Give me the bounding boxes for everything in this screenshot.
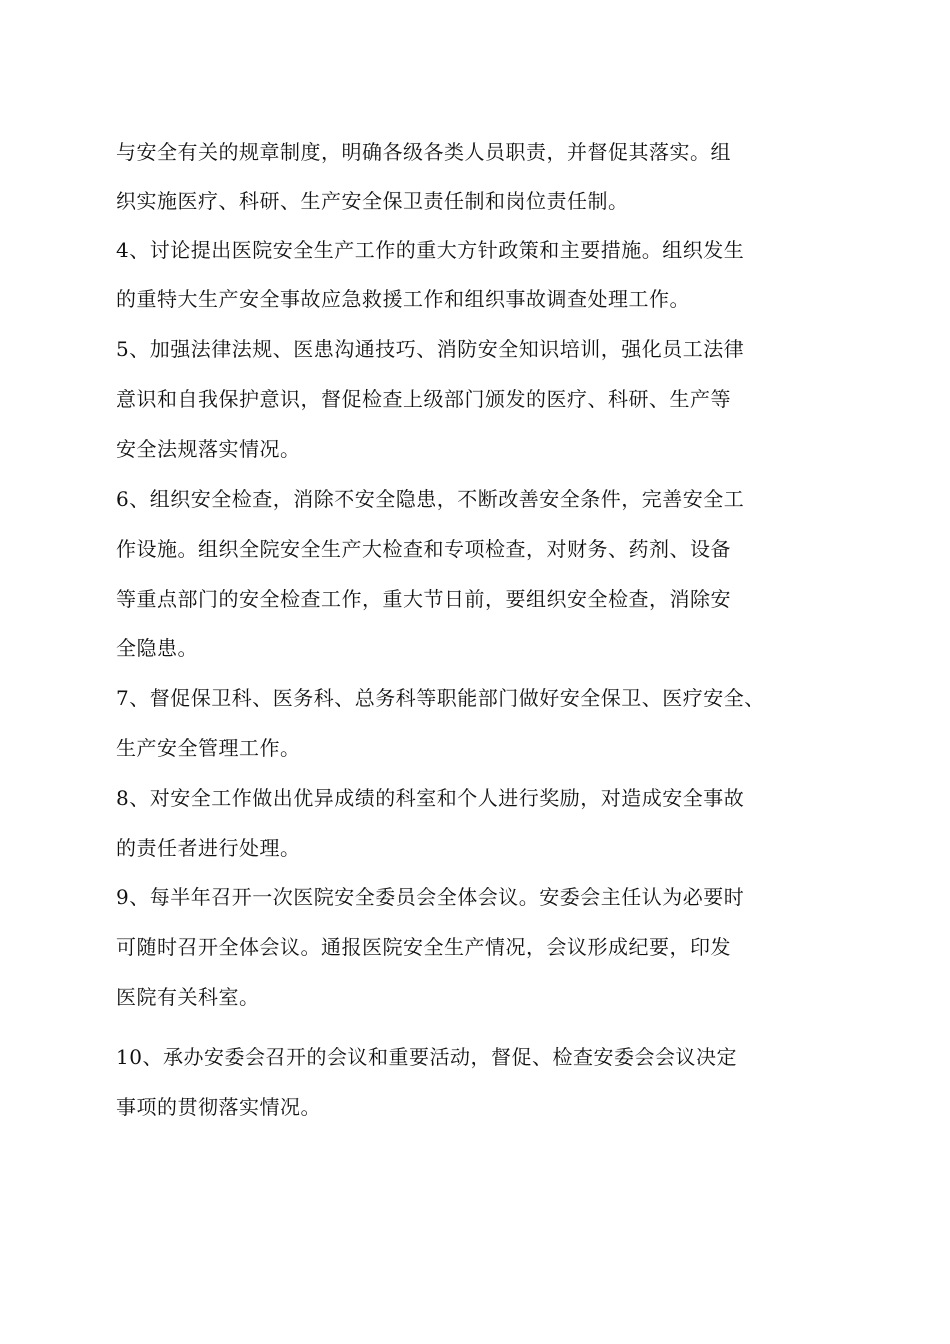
paragraph-line: 生产安全管理工作。	[116, 736, 301, 760]
paragraph-line: 作设施。组织全院安全生产大检查和专项检查，对财务、药剂、设备	[116, 537, 731, 561]
paragraph-line: 6、组织安全检查，消除不安全隐患，不断改善安全条件，完善安全工	[116, 487, 745, 511]
paragraph-line: 7、督促保卫科、医务科、总务科等职能部门做好安全保卫、医疗安全、	[116, 686, 765, 710]
paragraph-line: 医院有关科室。	[116, 985, 260, 1009]
paragraph-line: 织实施医疗、科研、生产安全保卫责任制和岗位责任制。	[116, 189, 629, 213]
paragraph-line: 等重点部门的安全检查工作，重大节日前，要组织安全检查，消除安	[116, 587, 731, 611]
paragraph-line: 4、讨论提出医院安全生产工作的重大方针政策和主要措施。组织发生	[116, 238, 745, 262]
paragraph-line: 与安全有关的规章制度，明确各级各类人员职责，并督促其落实。组	[116, 140, 731, 164]
paragraph-line: 全隐患。	[116, 636, 198, 660]
paragraph-line: 8、对安全工作做出优异成绩的科室和个人进行奖励，对造成安全事故	[116, 786, 745, 810]
paragraph-line: 可随时召开全体会议。通报医院安全生产情况，会议形成纪要，印发	[116, 935, 731, 959]
paragraph-line: 事项的贯彻落实情况。	[116, 1095, 321, 1119]
paragraph-line: 意识和自我保护意识，督促检查上级部门颁发的医疗、科研、生产等	[116, 387, 731, 411]
paragraph-line: 5、加强法律法规、医患沟通技巧、消防安全知识培训，强化员工法律	[116, 337, 745, 361]
paragraph-line: 9、每半年召开一次医院安全委员会全体会议。安委会主任认为必要时	[116, 885, 745, 909]
paragraph-line: 10、承办安委会召开的会议和重要活动，督促、检查安委会会议决定	[116, 1045, 737, 1069]
paragraph-line: 的责任者进行处理。	[116, 836, 301, 860]
paragraph-line: 安全法规落实情况。	[116, 437, 301, 461]
paragraph-line: 的重特大生产安全事故应急救援工作和组织事故调查处理工作。	[116, 287, 690, 311]
